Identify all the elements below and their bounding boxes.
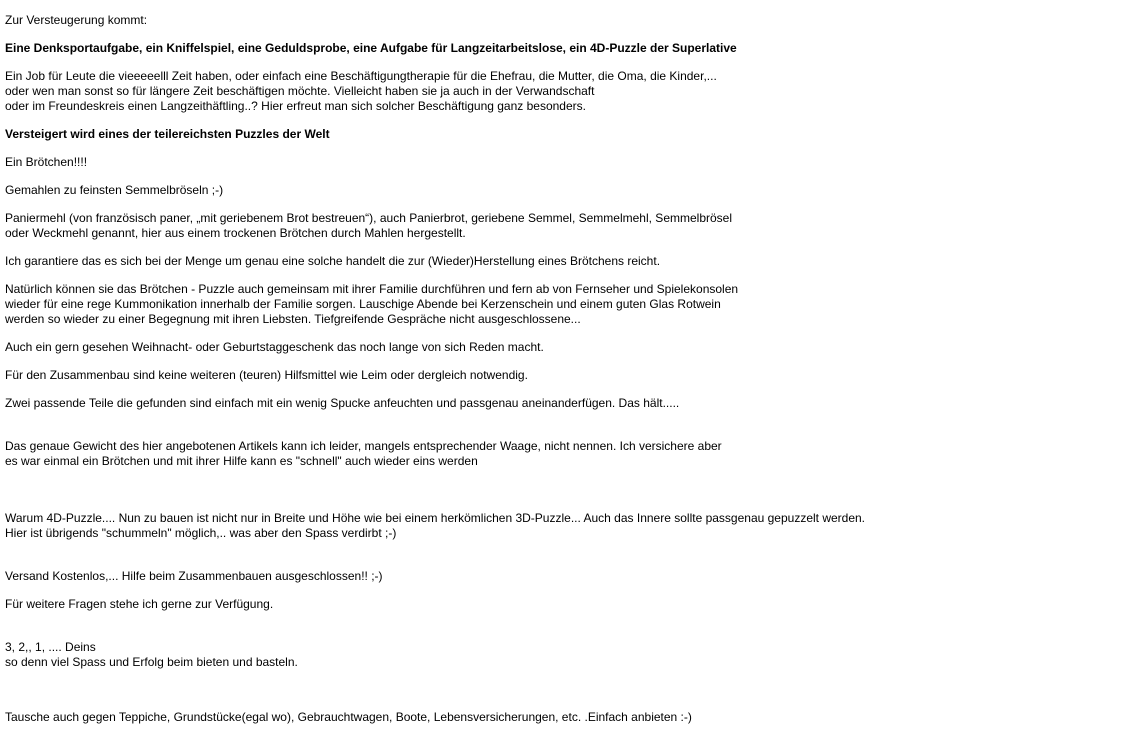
paragraph-line: oder im Freundeskreis einen Langzeithäftling..? Hier erfreut man sich solcher Beschäftigung ganz besonders. — [5, 99, 586, 113]
paragraph-familie — [5, 282, 1135, 327]
headline: Eine Denksportaufgabe, ein Kniffelspiel, eine Geduldsprobe, eine Aufgabe für Langzeitarbeitslose, ein 4D-Puzzle der Superlative — [5, 41, 737, 55]
fragen-text: Für weitere Fragen stehe ich gerne zur Verfügung. — [5, 597, 274, 611]
paragraph-gewicht — [5, 439, 1135, 469]
tausche-text: Tausche auch gegen Teppiche, Grundstücke(egal wo), Gebrauchtwagen, Boote, Lebensversicherungen, etc. .Einfach anbieten :-) — [5, 710, 692, 724]
subheadline: Versteigert wird eines der teilereichsten Puzzles der Welt — [5, 127, 330, 141]
paragraph-line: so denn viel Spass und Erfolg beim bieten und basteln. — [5, 655, 298, 669]
brotchen-text: Ein Brötchen!!!! — [5, 155, 88, 169]
paragraph-4d-puzzle — [5, 511, 1135, 541]
teile-text: Zwei passende Teile die gefunden sind einfach mit ein wenig Spucke anfeuchten und passgenau aneinanderfügen. Das hält..... — [5, 396, 680, 410]
paragraph-line: Ein Job für Leute die vieeeeelll Zeit haben, oder einfach eine Beschäftigungtherapie für die Ehefrau, die Mutter, die Oma, die Kinder,... — [5, 69, 717, 83]
paragraph-line: Natürlich können sie das Brötchen - Puzzle auch gemeinsam mit ihrer Familie durchführen und fern ab von Fernseher und Spielekonsolen — [5, 282, 739, 296]
garantie-text: Ich garantiere das es sich bei der Menge um genau eine solche handelt die zur (Wieder)Herstellung eines Brötchens reicht. — [5, 254, 661, 268]
paragraph-line: Paniermehl (von französisch paner, „mit geriebenem Brot bestreuen“), auch Panierbrot, geriebene Semmel, Semmelmehl, Semmelbrösel — [5, 211, 733, 225]
zusammenbau-text: Für den Zusammenbau sind keine weiteren (teuren) Hilfsmittel wie Leim oder dergleich notwendig. — [5, 368, 528, 382]
paragraph-line: 3, 2,, 1, .... Deins — [5, 640, 96, 654]
paragraph-line: Hier ist übrigends "schummeln" möglich,.. was aber den Spass verdirbt ;-) — [5, 526, 397, 540]
gemahlen-text: Gemahlen zu feinsten Semmelbröseln ;-) — [5, 183, 224, 197]
paragraph-job — [5, 69, 1135, 114]
listing-description — [5, 13, 1135, 725]
paragraph-line: werden so wieder zu einer Begegnung mit ihren Liebsten. Tiefgreifende Gespräche nicht ausgeschlossene... — [5, 312, 581, 326]
intro-text: Zur Versteugerung kommt: — [5, 13, 148, 27]
paragraph-line: Das genaue Gewicht des hier angebotenen Artikels kann ich leider, mangels entsprechender Waage, nicht nennen. Ich versichere aber — [5, 439, 722, 453]
paragraph-countdown — [5, 640, 1135, 670]
paragraph-line: es war einmal ein Brötchen und mit ihrer Hilfe kann es "schnell" auch wieder eins werden — [5, 454, 478, 468]
paragraph-line: oder wen man sonst so für längere Zeit beschäftigen möchte. Vielleicht haben sie ja auch in der Verwandschaft — [5, 84, 595, 98]
paragraph-paniermehl — [5, 211, 1135, 241]
paragraph-line: oder Weckmehl genannt, hier aus einem trockenen Brötchen durch Mahlen hergestellt. — [5, 226, 466, 240]
versand-text: Versand Kostenlos,... Hilfe beim Zusammenbauen ausgeschlossen!! ;-) — [5, 569, 383, 583]
paragraph-line: Warum 4D-Puzzle.... Nun zu bauen ist nicht nur in Breite und Höhe wie bei einem herkömlichen 3D-Puzzle... Auch das Innere sollte passgenau gepuzzelt werden. — [5, 511, 866, 525]
paragraph-line: wieder für eine rege Kummonikation innerhalb der Familie sorgen. Lauschige Abende bei Kerzenschein und einem guten Glas Rotwein — [5, 297, 721, 311]
geschenk-text: Auch ein gern gesehen Weihnacht- oder Geburtstaggeschenk das noch lange von sich Reden macht. — [5, 340, 544, 354]
